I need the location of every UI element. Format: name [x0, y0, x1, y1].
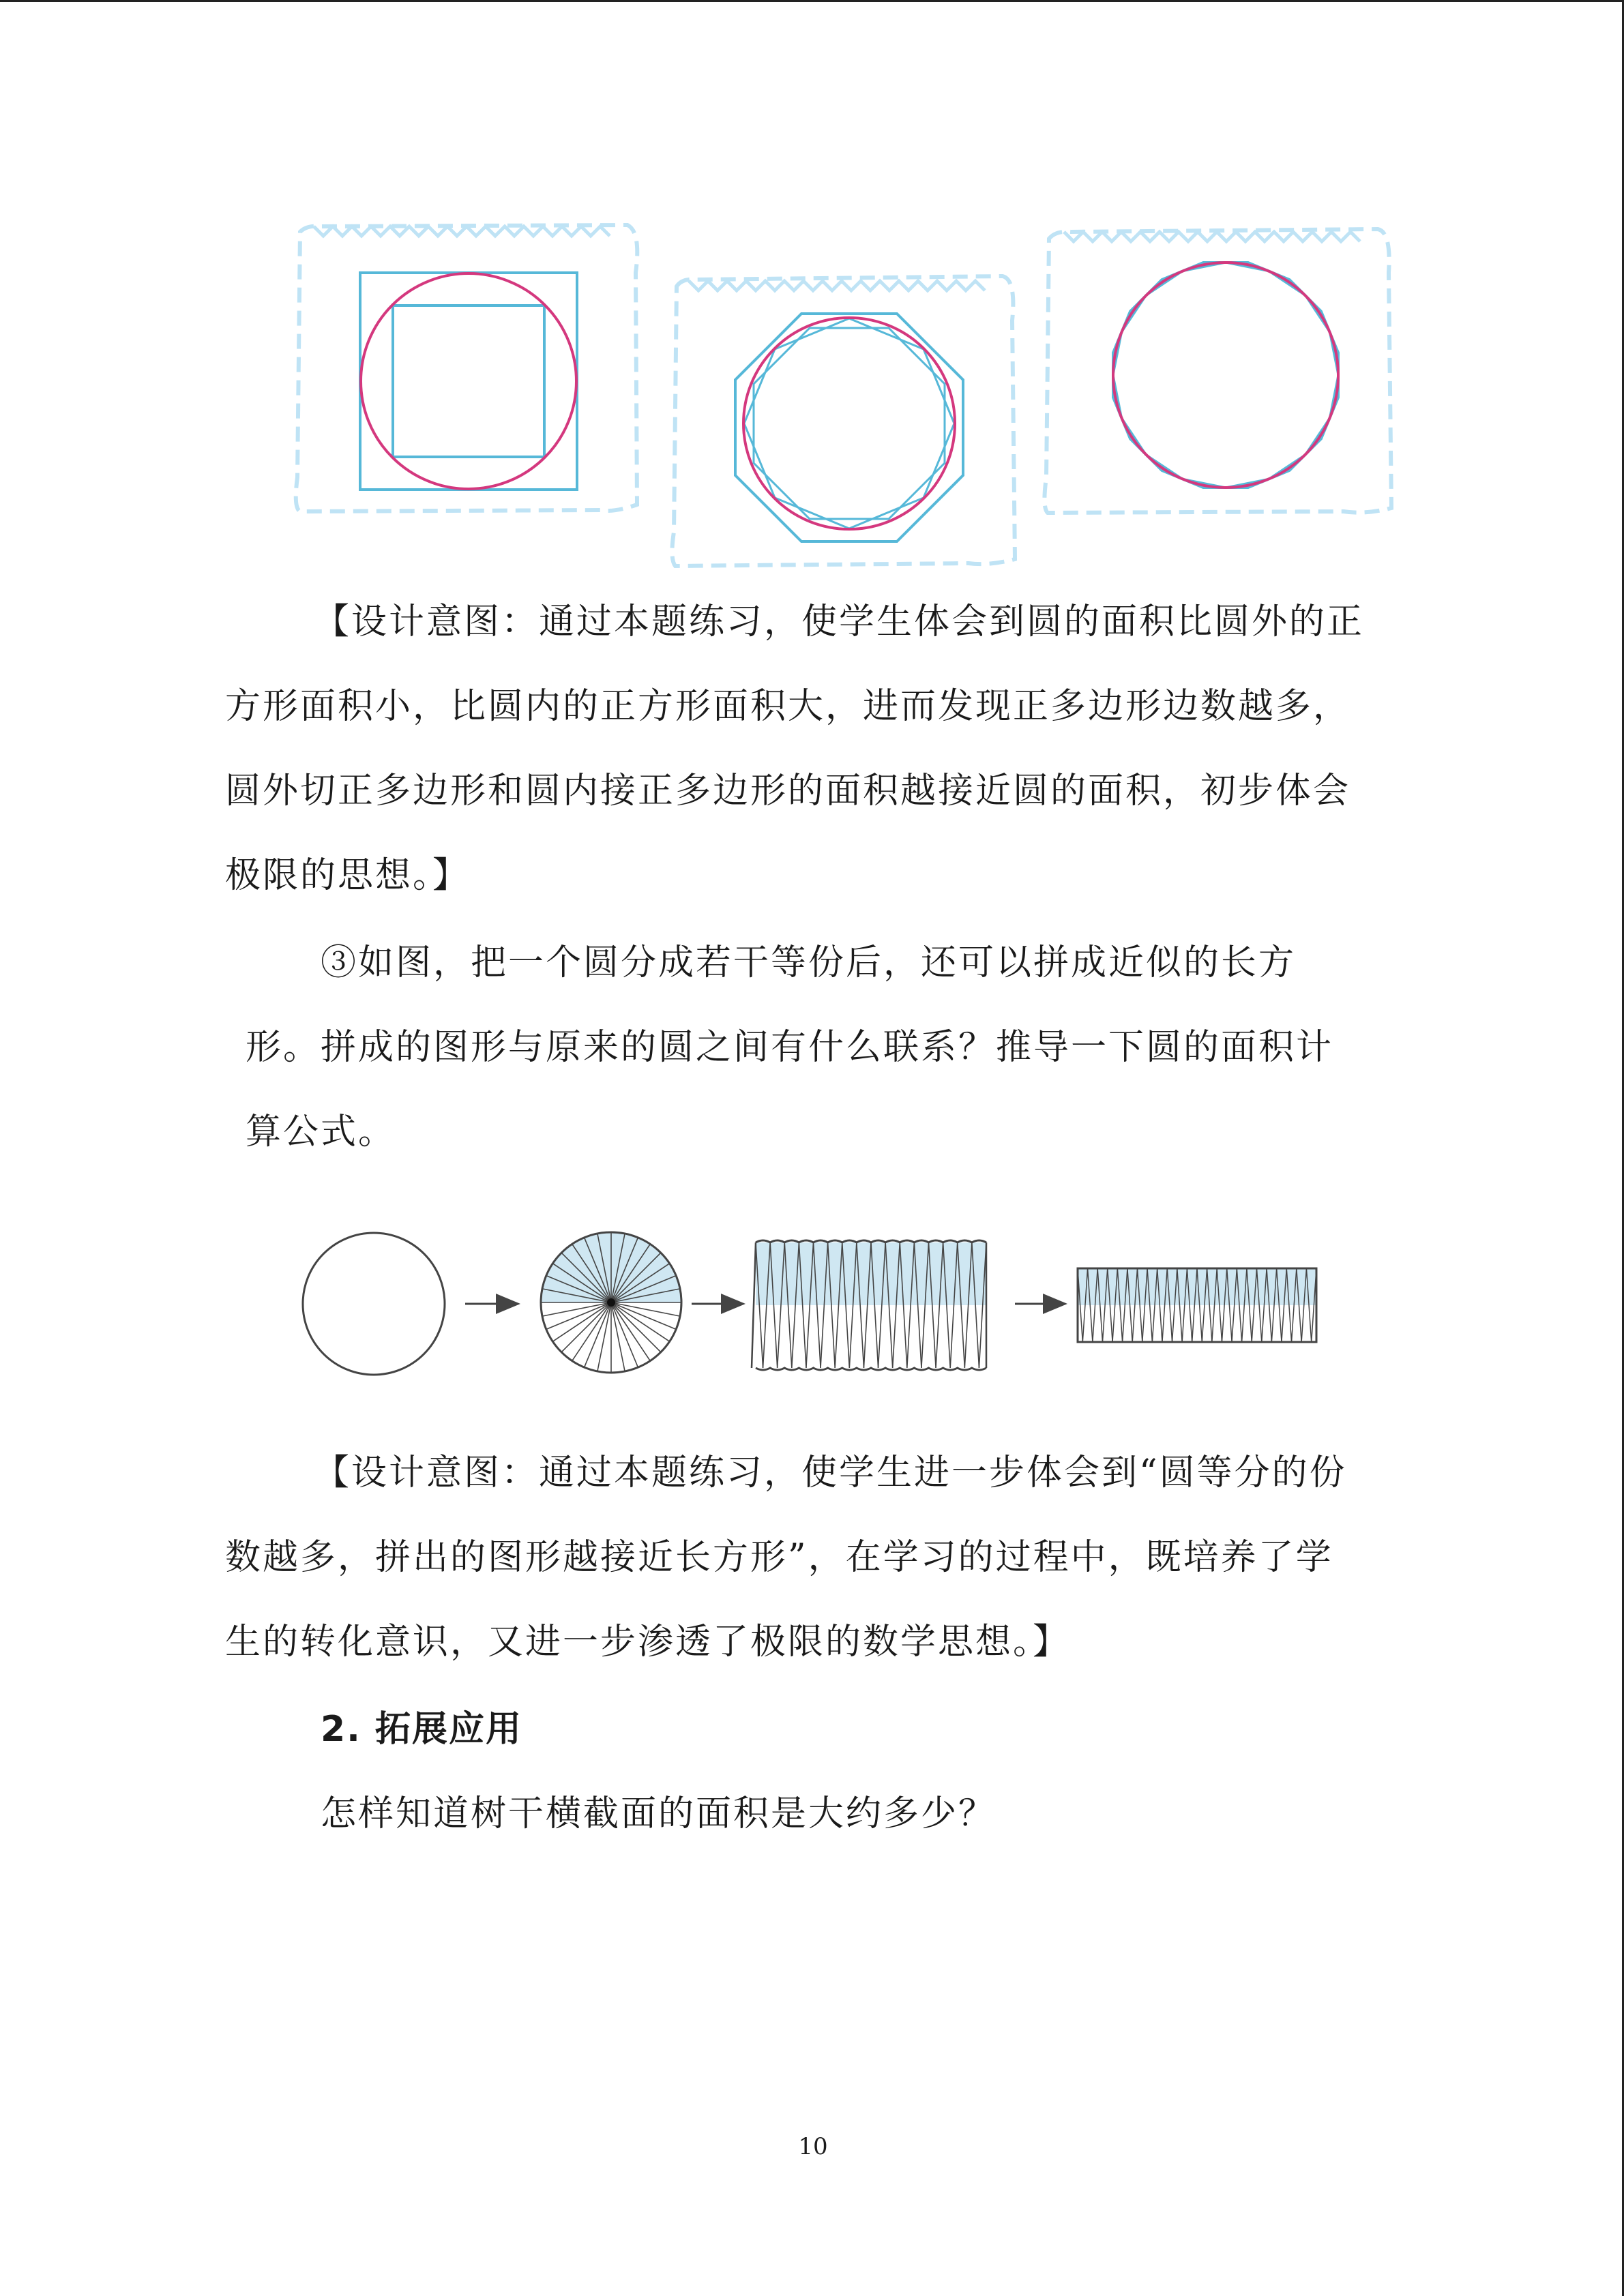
intent2-line-1: 【设计意图：通过本题练习，使学生进一步体会到“圆等分的份 [314, 1452, 1347, 1493]
section-heading: 2. 拓展应用 [321, 1709, 523, 1750]
intent1-line-2: 方形面积小，比圆内的正方形面积大，进而发现正多边形边数越多， [225, 686, 1351, 727]
near-rectangle-icon [1078, 1268, 1316, 1342]
question3-line-3: 算公式。 [246, 1112, 396, 1152]
intent1-line-1: 【设计意图：通过本题练习，使学生体会到圆的面积比圆外的正 [314, 601, 1365, 642]
page-number: 10 [798, 2133, 828, 2160]
intent1-line-3: 圆外切正多边形和圆内接正多边形的面积越接近圆的面积，初步体会 [225, 771, 1351, 811]
intent2-line-3: 生的转化意识，又进一步渗透了极限的数学思想。】 [225, 1622, 1071, 1663]
question3-line-1: ③如图，把一个圆分成若干等份后，还可以拼成近似的长方 [321, 942, 1297, 983]
intent1-line-4: 极限的思想。】 [225, 855, 471, 896]
rough-rectangle-icon [752, 1240, 986, 1370]
question3-line-2: 形。拼成的图形与原来的圆之间有什么联系？推导一下圆的面积计 [246, 1027, 1334, 1068]
divided-circle-icon [541, 1232, 681, 1373]
intent2-line-2: 数越多，拼出的图形越接近长方形”，在学习的过程中，既培养了学 [225, 1537, 1333, 1578]
plain-circle-icon [303, 1233, 445, 1375]
section-question: 怎样知道树干横截面的面积是大约多少？ [321, 1793, 996, 1834]
